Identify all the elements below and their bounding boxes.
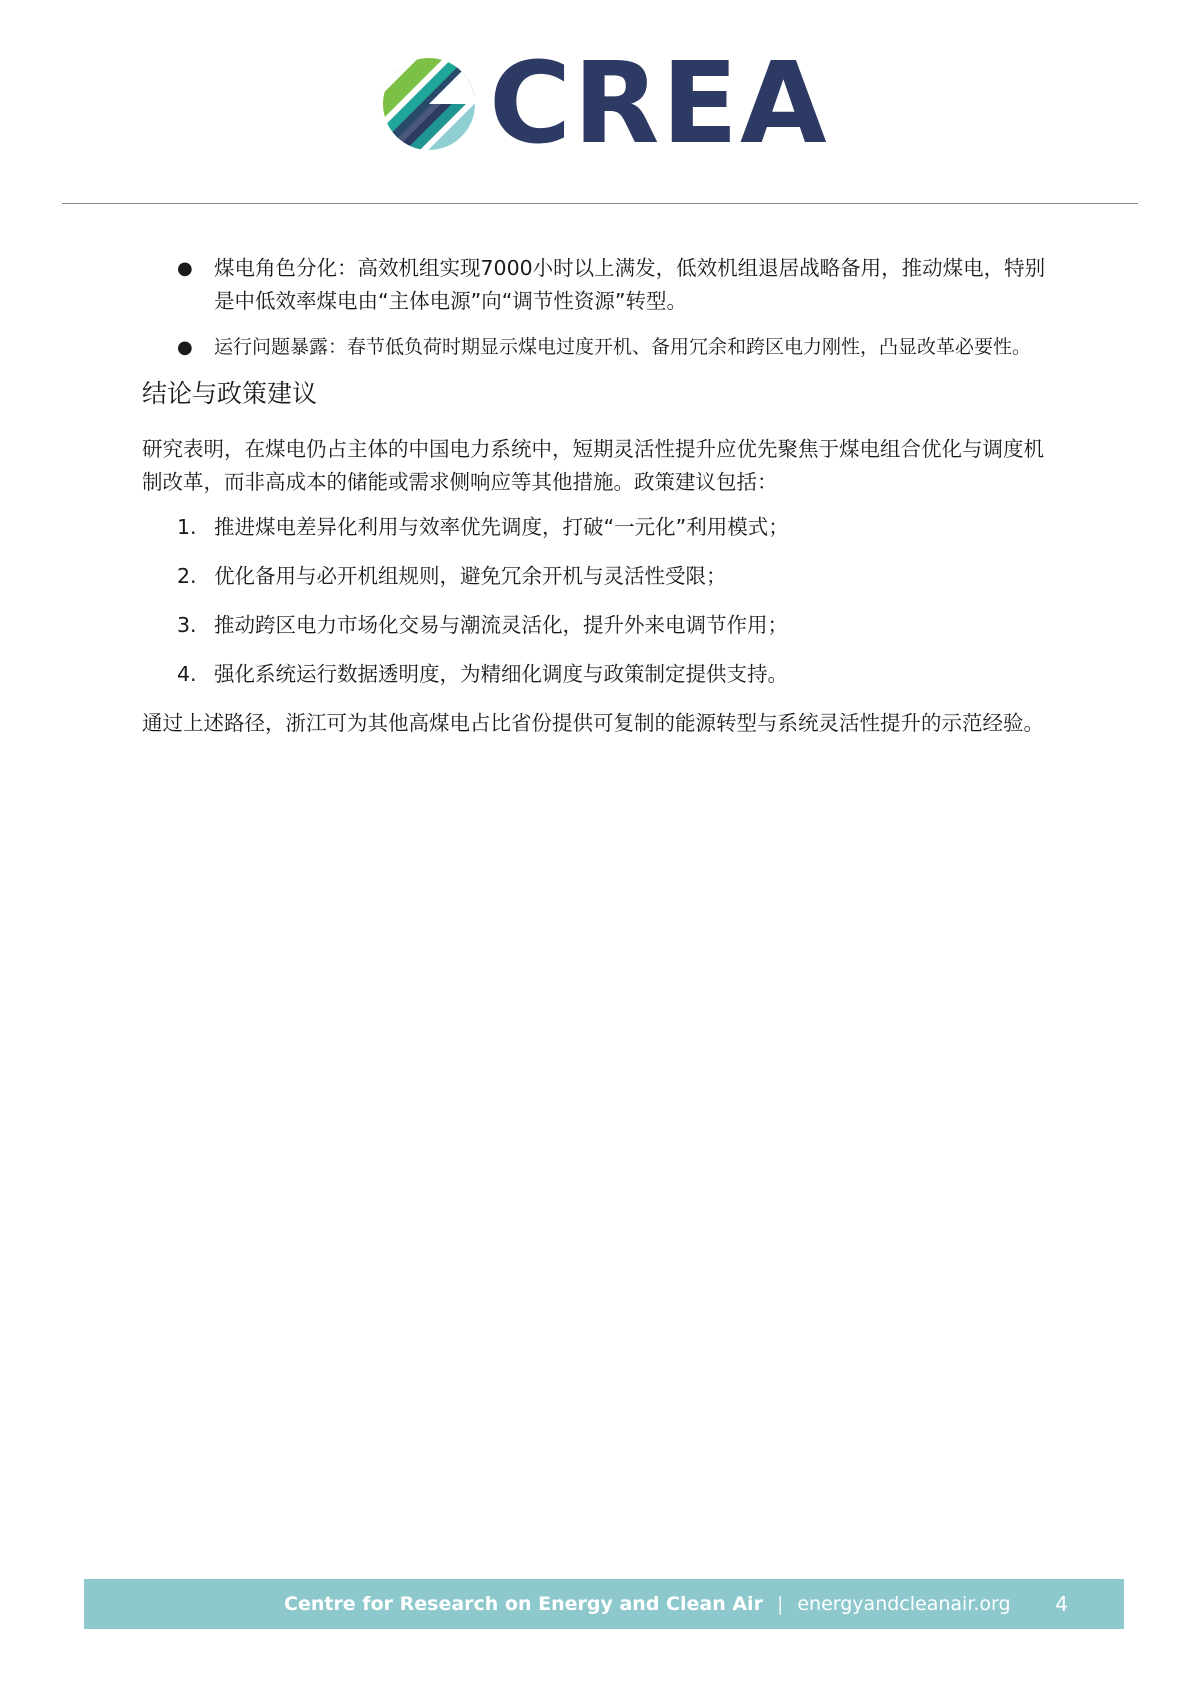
page-footer: [84, 1579, 1124, 1629]
page-content: [142, 252, 1058, 752]
closing-paragraph: 通过上述路径，浙江可为其他高煤电占比省份提供可复制的能源转型与系统灵活性提升的示范经验。: [142, 711, 1044, 735]
crea-logo: [383, 39, 829, 169]
numbered-item: [142, 511, 1058, 544]
numbered-item: [142, 658, 1058, 691]
footer-url-link[interactable]: energyandcleanair.org: [797, 1593, 1011, 1615]
bullet-item: [142, 331, 1058, 364]
item-text: 推进煤电差异化利用与效率优先调度，打破“一元化”利用模式；: [214, 515, 789, 539]
item-number: 2.: [177, 564, 197, 588]
numbered-item: [142, 609, 1058, 642]
bullet-dot-icon: ●: [177, 337, 193, 358]
logo-wordmark: CREA: [489, 39, 829, 169]
intro-paragraph: 研究表明，在煤电仍占主体的中国电力系统中，短期灵活性提升应优先聚焦于煤电组合优化与调度机制改革，而非高成本的储能或需求侧响应等其他措施。政策建议包括：: [142, 437, 1044, 494]
numbered-item: [142, 560, 1058, 593]
item-text: 优化备用与必开机组规则，避免冗余开机与灵活性受限；: [214, 564, 727, 588]
header-divider: [62, 203, 1138, 204]
section-heading: 结论与政策建议: [142, 379, 318, 408]
footer-org-name: Centre for Research on Energy and Clean Air: [284, 1593, 763, 1615]
crea-stripes-logo-icon: [383, 58, 475, 150]
item-number: 1.: [177, 515, 197, 539]
bullet-text: 煤电角色分化：高效机组实现7000小时以上满发，低效机组退居战略备用，推动煤电，特别是中低效率煤电由“主体电源”向“调节性资源”转型。: [214, 256, 1046, 313]
item-number: 4.: [177, 662, 197, 686]
bullet-dot-icon: ●: [177, 258, 193, 279]
footer-separator: |: [776, 1593, 784, 1615]
item-text: 推动跨区电力市场化交易与潮流灵活化，提升外来电调节作用；: [214, 613, 788, 637]
page-number: 4: [1055, 1592, 1068, 1616]
item-number: 3.: [177, 613, 197, 637]
bullet-item: [142, 252, 1058, 318]
item-text: 强化系统运行数据透明度，为精细化调度与政策制定提供支持。: [214, 662, 788, 686]
bullet-text: 运行问题暴露：春节低负荷时期显示煤电过度开机、备用冗余和跨区电力刚性，凸显改革必要性。: [214, 336, 1032, 358]
